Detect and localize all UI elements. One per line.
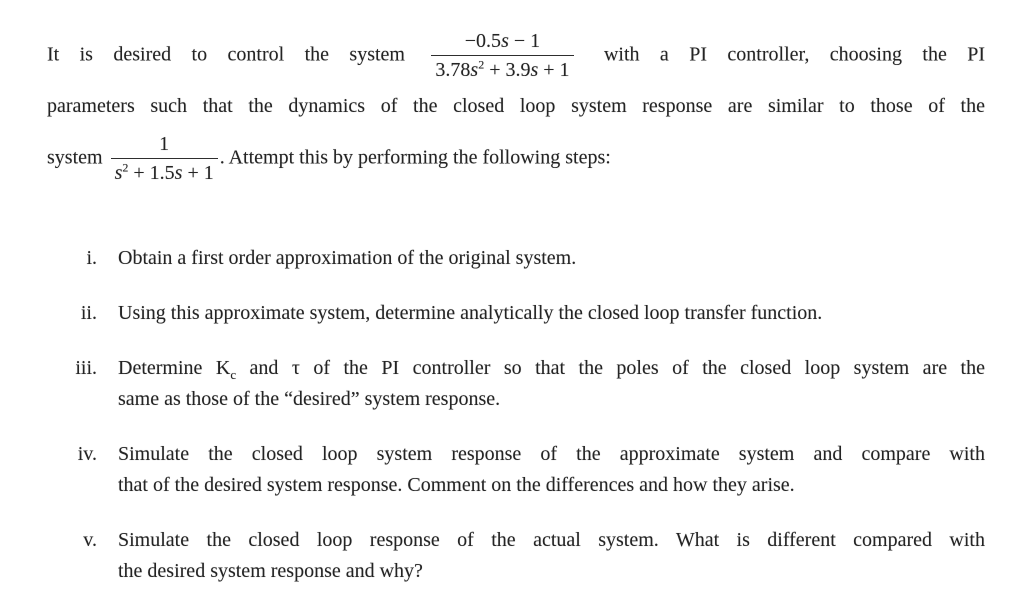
step-text-segment: and τ of the PI controller so that the poles of the closed loop system are the [236, 357, 985, 379]
controller-gain-subscript: c [230, 367, 237, 382]
step-text [118, 243, 985, 274]
fraction-numerator [111, 131, 218, 158]
step-item-iv [47, 439, 985, 501]
numerator-coefficient: −0.5 [464, 30, 502, 52]
step-label: i. [86, 247, 97, 269]
denominator-constant: + 1 [182, 162, 214, 184]
step-item-i [47, 243, 985, 274]
steps-list [47, 243, 985, 587]
fraction-denominator [111, 158, 218, 187]
denominator-variable: s [114, 162, 123, 184]
step-text-line: Obtain a first order approximation of the original system. [118, 247, 577, 269]
step-text-segment: Determine K [118, 357, 231, 379]
step-item-ii [47, 298, 985, 329]
denominator-middle-term: + 3.9 [484, 59, 531, 81]
denominator-variable: s [470, 59, 479, 81]
statement-text-before-fraction: system [47, 146, 103, 169]
step-text-line: Using this approximate system, determine analytically the closed loop transfer function. [118, 302, 823, 324]
step-text-line: that of the desired system response. Comment on the differences and how they arise. [118, 474, 795, 496]
denominator-variable: s [174, 162, 183, 184]
statement-text-before-fraction: It is desired to control the system [47, 43, 405, 66]
statement-text: parameters such that the dynamics of the closed loop system response are similar to those of the [47, 95, 985, 117]
statement-text-after-fraction: with a PI controller, choosing the PI [603, 43, 986, 66]
step-item-iii [47, 353, 985, 415]
denominator-middle-term: + 1.5 [128, 162, 175, 184]
step-label: v. [83, 529, 97, 551]
numerator-variable: s [501, 30, 509, 52]
statement-line-1 [47, 28, 985, 84]
step-text [118, 439, 985, 501]
denominator-exponent: 2 [122, 160, 129, 175]
desired-system-fraction [111, 131, 218, 187]
step-text-line [118, 353, 985, 384]
step-text [118, 525, 985, 587]
step-item-v [47, 525, 985, 587]
step-label: iv. [77, 443, 97, 465]
plant-transfer-function-fraction [431, 28, 573, 84]
statement-line-3 [47, 131, 985, 187]
step-label: iii. [75, 357, 97, 379]
fraction-denominator [431, 55, 573, 84]
denominator-constant: + 1 [538, 59, 570, 81]
step-text [118, 298, 985, 329]
numerator-constant: 1 [159, 133, 170, 155]
step-text-line: Simulate the closed loop response of the actual system. What is different compared with [118, 529, 985, 551]
step-text-line: Simulate the closed loop system response of the approximate system and compare with [118, 443, 985, 465]
problem-statement [47, 28, 985, 187]
statement-line-2 [47, 91, 985, 121]
fraction-numerator [431, 28, 573, 55]
step-text [118, 353, 985, 415]
denominator-coefficient: 3.78 [435, 59, 471, 81]
step-text-line: same as those of the “desired” system response. [118, 388, 501, 410]
step-text-line: the desired system response and why? [118, 560, 423, 582]
denominator-variable: s [530, 59, 539, 81]
statement-text-after-fraction: . Attempt this by performing the following steps: [219, 146, 611, 169]
numerator-constant: − 1 [508, 30, 541, 52]
denominator-exponent: 2 [478, 57, 485, 72]
step-label: ii. [80, 302, 97, 324]
